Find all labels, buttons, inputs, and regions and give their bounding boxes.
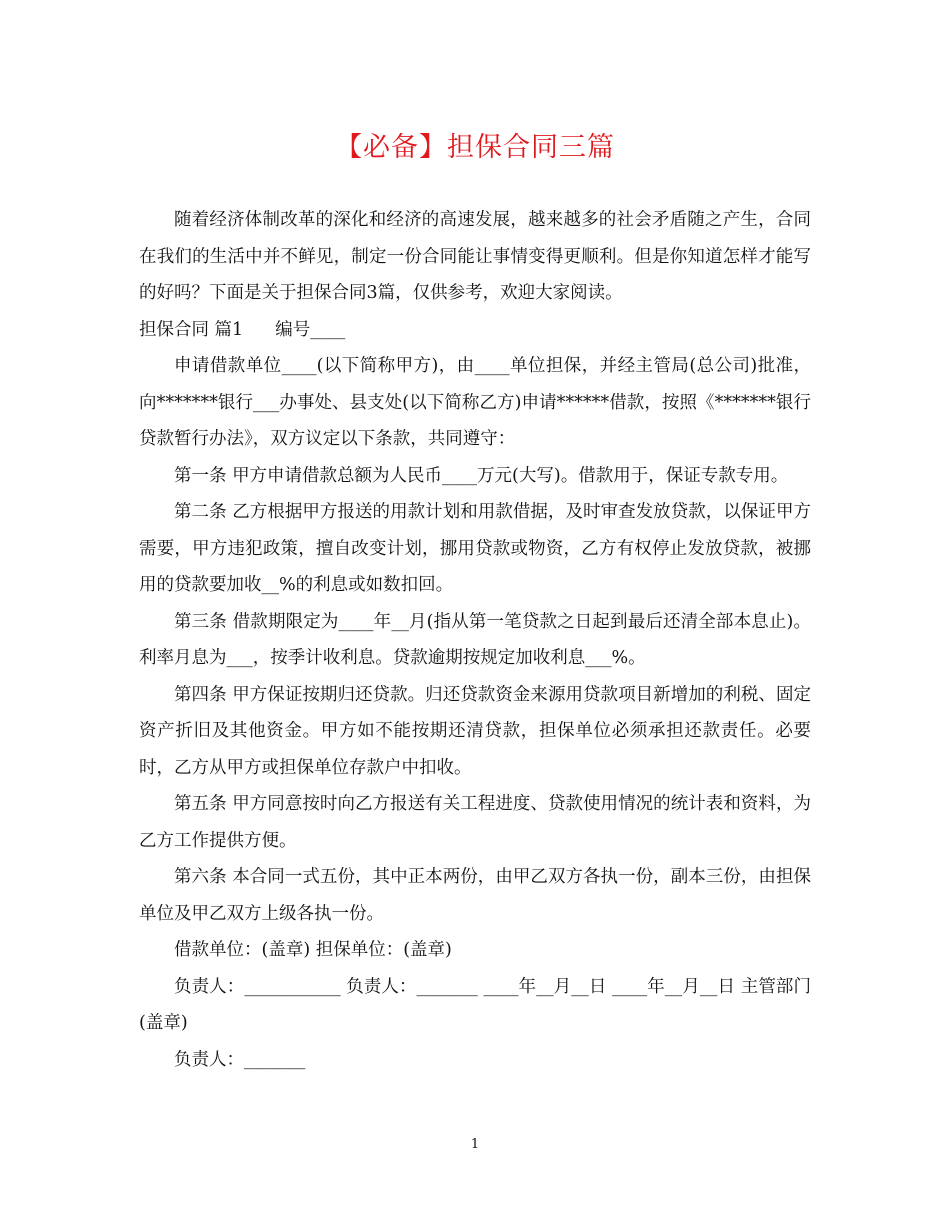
paragraph-article-1: 第一条 甲方申请借款总额为人民币____万元(大写)。借款用于，保证专款专用。: [174, 465, 789, 486]
paragraph-article-5: 第五条 甲方同意按时向乙方报送有关工程进度、贷款使用情况的统计表和资料，为乙方工作提供方便。: [139, 794, 811, 851]
intro-paragraph: 随着经济体制改革的深化和经济的高速发展，越来越多的社会矛盾随之产生，合同在我们的生活中并不鲜见，制定一份合同能让事情变得更顺利。但是你知道怎样才能写的好吗？下面是关于担保合同3篇，仅供参考，欢迎大家阅读。: [139, 210, 811, 303]
paragraph-article-4: 第四条 甲方保证按期归还贷款。归还贷款资金来源用贷款项目新增加的利税、固定资产折旧及其他资金。甲方如不能按期还清贷款，担保单位必须承担还款责任。必要时，乙方从甲方或担保单位存款户中扣收。: [139, 684, 811, 778]
paragraph-article-2: 第二条 乙方根据甲方报送的用款计划和用款借据，及时审查发放贷款，以保证甲方需要，甲方违犯政策，擅自改变计划，挪用贷款或物资，乙方有权停止发放贷款，被挪用的贷款要加收__%的利息或如数扣回。: [139, 502, 811, 595]
signature-responsible-final: 负责人：_______: [174, 1049, 306, 1070]
signature-units-line: 借款单位：(盖章) 担保单位：(盖章): [174, 940, 452, 960]
paragraph-article-3: 第三条 借款期限定为____年__月(指从第一笔贷款之日起到最后还清全部本息止)。利率月息为___，按季计收利息。贷款逾期按规定加收利息___%。: [139, 611, 811, 668]
paragraph-article-6: 第六条 本合同一式五份，其中正本两份，由甲乙双方各执一份，副本三份，由担保单位及甲乙双方上级各执一份。: [139, 867, 811, 924]
signature-responsible-line: 负责人：___________ 负责人：_______ ____年__月__日 ____年__月__日 主管部门(盖章): [139, 976, 811, 1033]
contract-number-label: 编号____: [275, 319, 346, 340]
section-heading-line: [139, 312, 811, 349]
document-body: [139, 202, 811, 1078]
page-number: 1: [470, 1137, 480, 1152]
paragraph-application: 申请借款单位____(以下简称甲方)，由____单位担保，并经主管局(总公司)批准，向*******银行___办事处、县支处(以下简称乙方)申请******借款，按照《*******银行贷款暂行办法》，双方议定以下条款，共同遵守：: [139, 356, 811, 449]
document-title: 【必备】担保合同三篇: [335, 132, 615, 163]
section-heading: 担保合同 篇1: [139, 319, 244, 340]
